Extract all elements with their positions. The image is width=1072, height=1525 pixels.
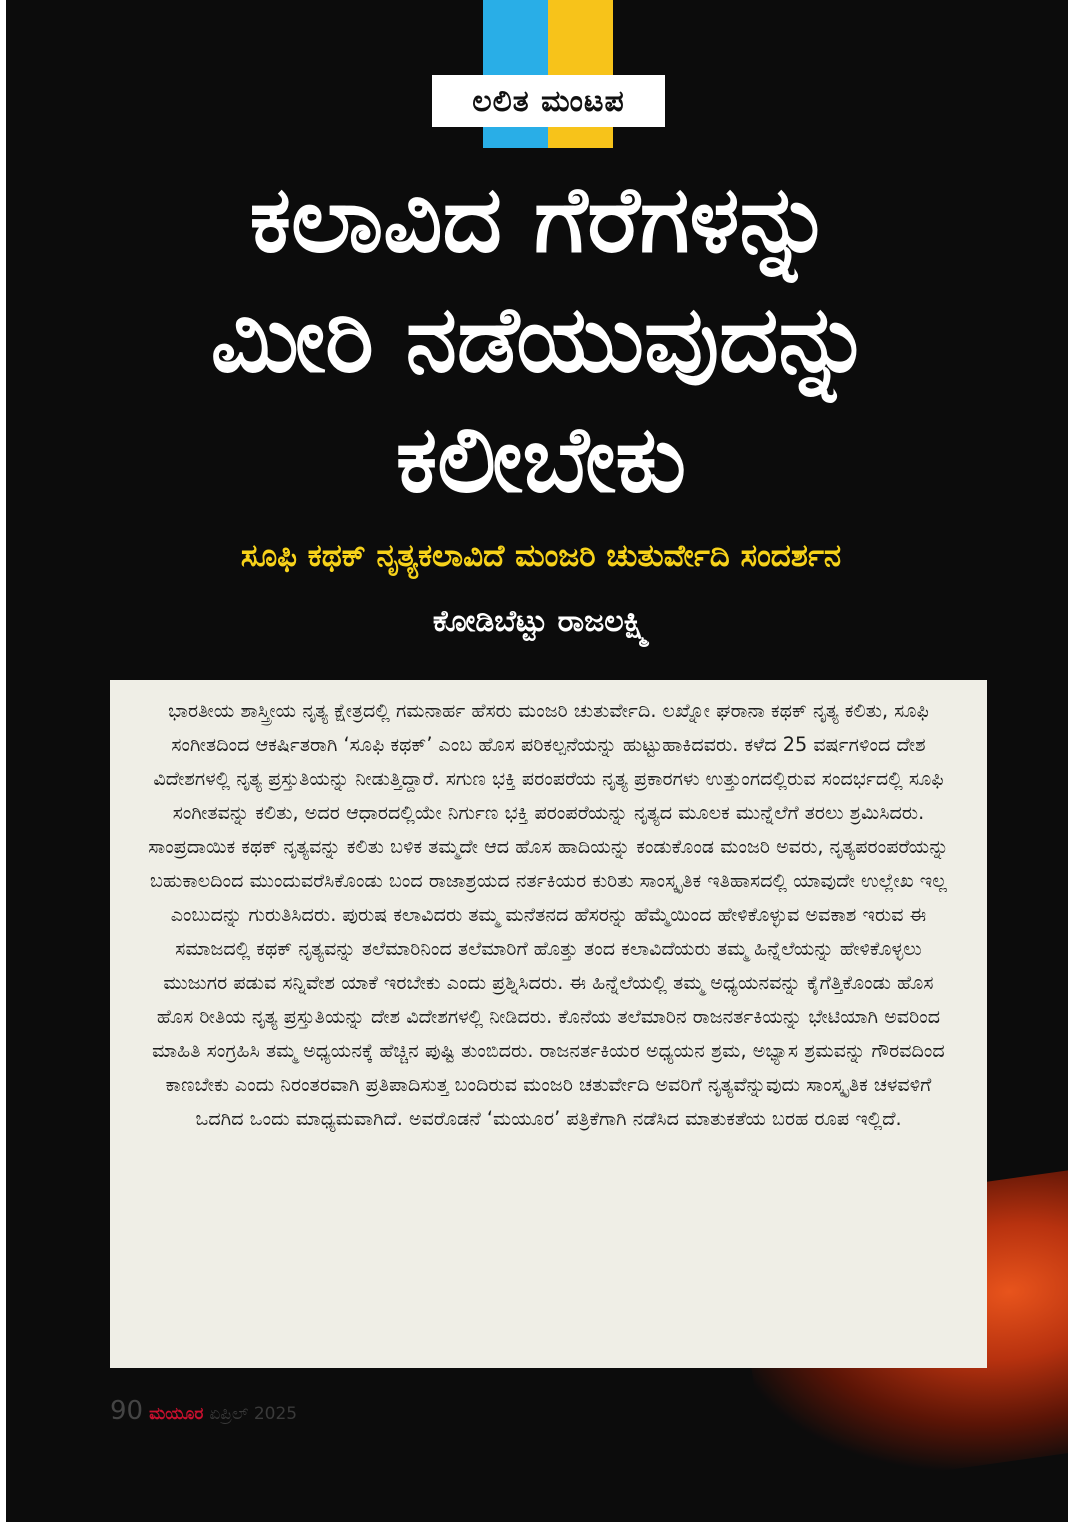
headline-line-3: ಕಲೀಬೇಕು (395, 406, 687, 513)
page-folio (110, 1396, 297, 1426)
headline-line-2: ಮೀರಿ ನಡೆಯುವುದನ್ನು (210, 286, 872, 393)
issue-date: ಏಪ್ರಿಲ್ 2025 (209, 1404, 298, 1424)
magazine-page (6, 0, 1068, 1522)
author-byline: ಕೋಡಿಬೆಟ್ಟು ರಾಜಲಕ್ಷ್ಮಿ (432, 604, 650, 639)
headline (66, 160, 1016, 520)
page-number: 90 (110, 1396, 144, 1426)
intro-box (110, 680, 987, 1368)
section-tag: ಲಲಿತ ಮಂಟಪ (432, 75, 665, 127)
intro-paragraph: ಭಾರತೀಯ ಶಾಸ್ತ್ರೀಯ ನೃತ್ಯ ಕ್ಷೇತ್ರದಲ್ಲಿ ಗಮನಾರ್ಹ ಹೆಸರು ಮಂಜರಿ ಚುತುರ್ವೇದಿ. ಲಖ್ನೋ ಘರಾನಾ ಕಥಕ್ ನೃತ್ಯ ಕಲಿತು, ಸೂಫಿ ಸಂಗೀತದಿಂದ ಆಕರ್ಷಿತರಾಗಿ ‘ಸೂಫಿ ಕಥಕ್’ ಎಂಬ ಹೊಸ ಪರಿಕಲ್ಪನೆಯನ್ನು ಹುಟ್ಟುಹಾಕಿದವರು. ಕಳೆದ 25 ವರ್ಷಗಳಿಂದ ದೇಶ ವಿದೇಶಗಳಲ್ಲಿ ನೃತ್ಯ ಪ್ರಸ್ತುತಿಯನ್ನು ನೀಡುತ್ತಿದ್ದಾರೆ. ಸಗುಣ ಭಕ್ತಿ ಪರಂಪರೆಯ ನೃತ್ಯ ಪ್ರಕಾರಗಳು ಉತ್ತುಂಗದಲ್ಲಿರುವ ಸಂದರ್ಭದಲ್ಲಿ ಸೂಫಿ ಸಂಗೀತವನ್ನು ಕಲಿತು, ಅದರ ಆಧಾರದಲ್ಲಿಯೇ ನಿರ್ಗುಣ ಭಕ್ತಿ ಪರಂಪರೆಯನ್ನು ನೃತ್ಯದ ಮೂಲಕ ಮುನ್ನೆಲೆಗೆ ತರಲು ಶ್ರಮಿಸಿದರು. ಸಾಂಪ್ರದಾಯಿಕ ಕಥಕ್ ನೃತ್ಯವನ್ನು ಕಲಿತು ಬಳಿಕ ತಮ್ಮದೇ ಆದ ಹೊಸ ಹಾದಿಯನ್ನು ಕಂಡುಕೊಂಡ ಮಂಜರಿ ಅವರು, ನೃತ್ಯಪರಂಪರೆಯನ್ನು ಬಹುಕಾಲದಿಂದ ಮುಂದುವರೆಸಿಕೊಂಡು ಬಂದ ರಾಜಾಶ್ರಯದ ನರ್ತಕಿಯರ ಕುರಿತು ಸಾಂಸ್ಕೃತಿಕ ಇತಿಹಾಸದಲ್ಲಿ ಯಾವುದೇ ಉಲ್ಲೇಖ ಇಲ್ಲ ಎಂಬುದನ್ನು ಗುರುತಿಸಿದರು. ಪುರುಷ ಕಲಾವಿದರು ತಮ್ಮ ಮನೆತನದ ಹೆಸರನ್ನು ಹೆಮ್ಮೆಯಿಂದ ಹೇಳಿಕೊಳ್ಳುವ ಅವಕಾಶ ಇರುವ ಈ ಸಮಾಜದಲ್ಲಿ ಕಥಕ್ ನೃತ್ಯವನ್ನು ತಲೆಮಾರಿನಿಂದ ತಲೆಮಾರಿಗೆ ಹೊತ್ತು ತಂದ ಕಲಾವಿದೆಯರು ತಮ್ಮ ಹಿನ್ನೆಲೆಯನ್ನು ಹೇಳಿಕೊಳ್ಳಲು ಮುಜುಗರ ಪಡುವ ಸನ್ನಿವೇಶ ಯಾಕೆ ಇರಬೇಕು ಎಂದು ಪ್ರಶ್ನಿಸಿದರು. ಈ ಹಿನ್ನೆಲೆಯಲ್ಲಿ ತಮ್ಮ ಅಧ್ಯಯನವನ್ನು ಕೈಗೆತ್ತಿಕೊಂಡು ಹೊಸ ಹೊಸ ರೀತಿಯ ನೃತ್ಯ ಪ್ರಸ್ತುತಿಯನ್ನು ದೇಶ ವಿದೇಶಗಳಲ್ಲಿ ನೀಡಿದರು. ಕೊನೆಯ ತಲೆಮಾರಿನ ರಾಜನರ್ತಕಿಯನ್ನು ಭೇಟಿಯಾಗಿ ಅವರಿಂದ ಮಾಹಿತಿ ಸಂಗ್ರಹಿಸಿ ತಮ್ಮ ಅಧ್ಯಯನಕ್ಕೆ ಹೆಚ್ಚಿನ ಪುಷ್ಟಿ ತುಂಬಿದರು. ರಾಜನರ್ತಕಿಯರ ಅಧ್ಯಯನ ಶ್ರಮ, ಅಭ್ಯಾಸ ಶ್ರಮವನ್ನು ಗೌರವದಿಂದ ಕಾಣಬೇಕು ಎಂದು ನಿರಂತರವಾಗಿ ಪ್ರತಿಪಾದಿಸುತ್ತ ಬಂದಿರುವ ಮಂಜರಿ ಚತುರ್ವೇದಿ ಅವರಿಗೆ ನೃತ್ಯವೆನ್ನುವುದು ಸಾಂಸ್ಕೃತಿಕ ಚಳವಳಿಗೆ ಒದಗಿದ ಒಂದು ಮಾಧ್ಯಮವಾಗಿದೆ. ಅವರೊಡನೆ ‘ಮಯೂರ’ ಪತ್ರಿಕೆಗಾಗಿ ನಡೆಸಿದ ಮಾತುಕತೆಯ ಬರಹ ರೂಪ ಇಲ್ಲಿದೆ. (148, 699, 949, 1130)
magazine-name: ಮಯೂರ (149, 1404, 204, 1424)
subtitle: ಸೂಫಿ ಕಥಕ್ ನೃತ್ಯಕಲಾವಿದೆ ಮಂಜರಿ ಚುತುರ್ವೇದಿ ಸಂದರ್ಶನ (240, 538, 842, 574)
headline-line-1: ಕಲಾವಿದ ಗೆರೆಗಳನ್ನು (249, 166, 833, 273)
